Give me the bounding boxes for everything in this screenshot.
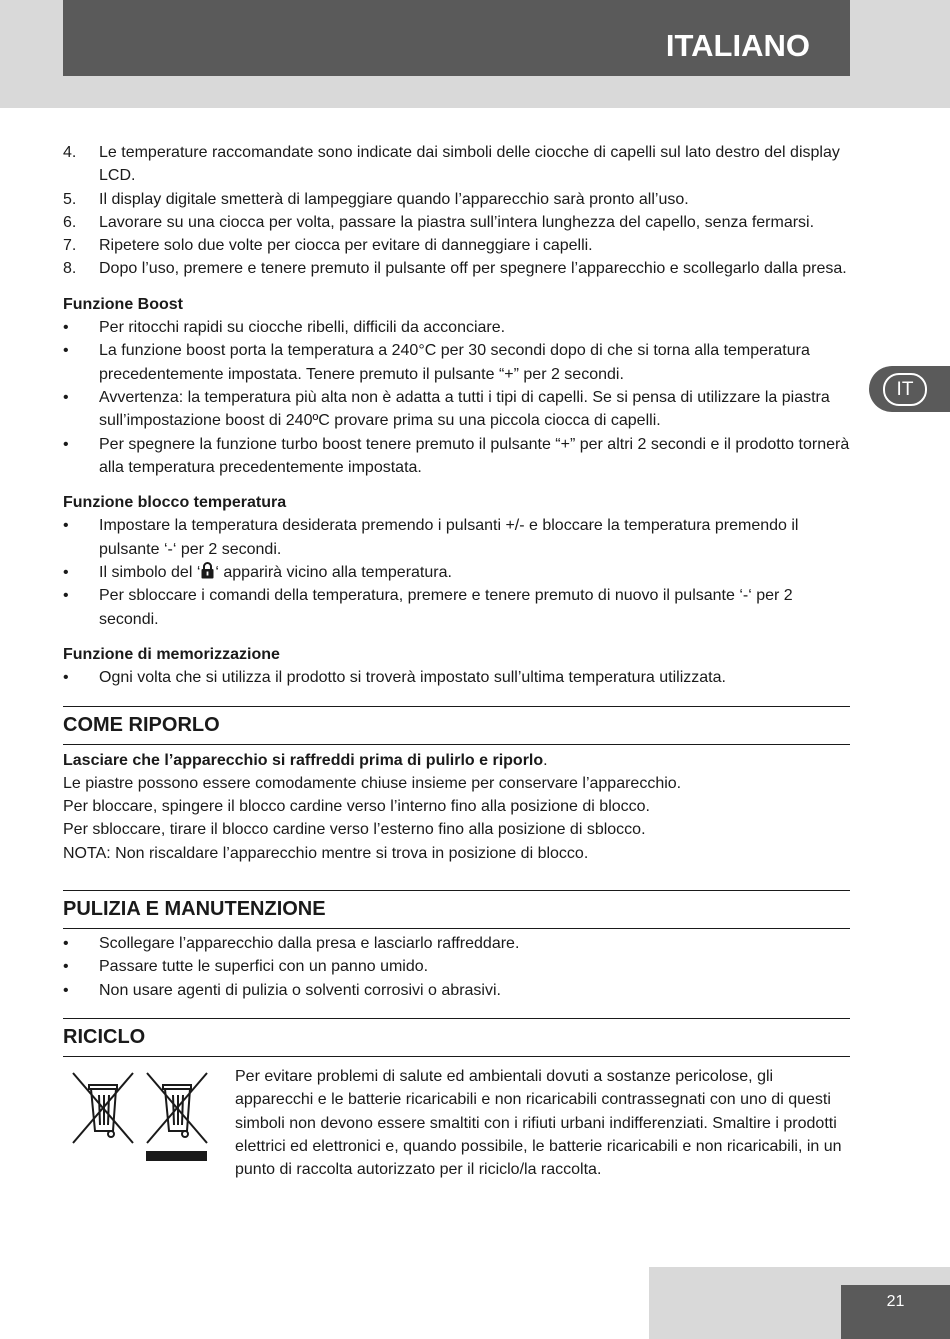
list-item: • Impostare la temperatura desiderata premendo i pulsanti +/- e bloccare la temperatura premendo il pulsante ‘-‘ per 2 secondi. [63, 517, 799, 558]
memory-list [63, 666, 850, 689]
crossed-bin-bar-icon [143, 1071, 211, 1165]
bullet-text: Impostare la temperatura desiderata premendo i pulsanti +/- e bloccare la temperatura premendo il pulsante ‘-‘ per 2 secondi. [99, 517, 799, 558]
list-item [63, 141, 850, 188]
language-tab-label: IT [883, 373, 927, 406]
boost-heading: Funzione Boost [63, 295, 183, 313]
step-number: 7. [63, 237, 77, 255]
language-title: ITALIANO [665, 28, 810, 63]
list-item [63, 234, 850, 257]
recycling-section-title: RICICLO [63, 1018, 850, 1057]
list-item [63, 257, 850, 280]
footer-bar [841, 1285, 950, 1339]
list-item [63, 211, 850, 234]
bullet-text: Per ritocchi rapidi su ciocche ribelli, difficili da acconciare. [99, 319, 506, 337]
storage-section-title: COME RIPORLO [63, 706, 850, 745]
storage-line: Per sbloccare, tirare il blocco cardine verso l’esterno fino alla posizione di sblocco. [63, 821, 646, 839]
storage-line: Per bloccare, spingere il blocco cardine verso l’interno fino alla posizione di blocco. [63, 798, 650, 816]
memory-heading: Funzione di memorizzazione [63, 645, 280, 663]
bullet-text: Scollegare l’apparecchio dalla presa e lasciarlo raffreddare. [99, 935, 520, 953]
list-item: • Il simbolo del ‘ ‘ apparirà vicino alla temperatura. [63, 564, 452, 582]
list-item: • Passare tutte le superfici con un panno umido. [63, 958, 429, 976]
storage-bold-line [63, 749, 850, 772]
list-item: • Scollegare l’apparecchio dalla presa e lasciarlo raffreddare. [63, 935, 520, 953]
list-item: • Per spegnere la funzione turbo boost tenere premuto il pulsante “+” per altri 2 secondi e il prodotto tornerà alla temperatura precedentemente impostata. [63, 435, 850, 476]
crossed-bin-icon [69, 1071, 137, 1151]
bullet-text: Ogni volta che si utilizza il prodotto si troverà impostato sull’ultima temperatura utilizzata. [99, 669, 726, 687]
header-bar [63, 0, 850, 76]
bullet-text: Per sbloccare i comandi della temperatura, premere e tenere premuto di nuovo il pulsante ‘-‘ per 2 secondi. [99, 587, 793, 628]
bullet-text: ‘ apparirà vicino alla temperatura. [215, 564, 452, 582]
language-tab [869, 366, 950, 412]
page-content [63, 141, 850, 1215]
storage-bold-suffix: . [543, 751, 548, 769]
padlock-icon [201, 562, 214, 579]
step-number: 8. [63, 260, 77, 278]
storage-line: Le piastre possono essere comodamente chiuse insieme per conservare l’apparecchio. [63, 774, 682, 792]
steps-list [63, 141, 850, 281]
step-number: 4. [63, 144, 77, 161]
list-item: • Non usare agenti di pulizia o solventi corrosivi o abrasivi. [63, 981, 501, 999]
cleaning-section-title: PULIZIA E MANUTENZIONE [63, 890, 850, 929]
cleaning-list [63, 932, 850, 1002]
recycling-text: Per evitare problemi di salute ed ambientali dovuti a sostanze pericolose, gli apparecchi e le batterie ricaricabili e non ricaricabili contrassegnati con uno di questi simboli non devono essere smaltiti con i rifiuti urbani indifferenziati. Smaltire i prodotti elettrici ed elettronici e, quando possibile, le batterie ricaricabili e non ricaricabili, in un punto di raccolta autorizzato per il riciclo/la raccolta. [235, 1067, 842, 1179]
storage-bold-text: Lasciare che l’apparecchio si raffreddi prima di pulirlo e riporlo [63, 751, 544, 769]
lock-list [63, 514, 850, 630]
step-text: Il display digitale smetterà di lampeggiare quando l’apparecchio sarà pronto all’uso. [99, 190, 689, 208]
lock-heading: Funzione blocco temperatura [63, 494, 287, 512]
bullet-text: Non usare agenti di pulizia o solventi corrosivi o abrasivi. [99, 981, 501, 999]
storage-body [63, 749, 850, 865]
bullet-text: Passare tutte le superfici con un panno umido. [99, 958, 429, 976]
list-item: • Per ritocchi rapidi su ciocche ribelli, difficili da acconciare. [63, 319, 506, 337]
list-item: • La funzione boost porta la temperatura a 240°C per 30 secondi dopo di che si torna alla temperatura precedentemente impostata. Tenere premuto il pulsante “+” per 2 secondi. [63, 342, 810, 383]
step-number: 6. [63, 213, 77, 231]
step-text: Ripetere solo due volte per ciocca per evitare di danneggiare i capelli. [99, 237, 593, 255]
bullet-text: Avvertenza: la temperatura più alta non è adatta a tutti i tipi di capelli. Se si pensa di utilizzare la piastra sull’impostazione boost di 240ºC provare prima su una piccola ciocca di capelli. [99, 388, 830, 430]
bullet-text: Per spegnere la funzione turbo boost tenere premuto il pulsante “+” per altri 2 secondi e il prodotto tornerà alla temperatura precedentemente impostata. [99, 435, 850, 476]
page-number: 21 [886, 1293, 905, 1310]
list-item: • Ogni volta che si utilizza il prodotto si troverà impostato sull’ultima temperatura utilizzata. [63, 669, 726, 687]
list-item: • Avvertenza: la temperatura più alta non è adatta a tutti i tipi di capelli. Se si pensa di utilizzare la piastra sull’impostazione boost di 240ºC provare prima su una piccola ciocca di capelli. [63, 388, 830, 430]
step-text: Le temperature raccomandate sono indicate dai simboli delle ciocche di capelli sul lato destro del display LCD. [99, 144, 840, 185]
bullet-text: Il simbolo del ‘ [99, 564, 201, 582]
step-number: 5. [63, 190, 77, 208]
step-text: Dopo l’uso, premere e tenere premuto il pulsante off per spegnere l’apparecchio e scollegarlo dalla presa. [99, 260, 847, 278]
list-item [63, 188, 850, 211]
recycling-body [63, 1065, 850, 1215]
step-text: Lavorare su una ciocca per volta, passare la piastra sull’intera lunghezza del capello, senza fermarsi. [99, 213, 815, 231]
storage-line: NOTA: Non riscaldare l’apparecchio mentre si trova in posizione di blocco. [63, 844, 589, 862]
bullet-text: La funzione boost porta la temperatura a 240°C per 30 secondi dopo di che si torna alla temperatura precedentemente impostata. Tenere premuto il pulsante “+” per 2 secondi. [99, 342, 810, 383]
boost-list [63, 316, 850, 479]
list-item: • Per sbloccare i comandi della temperatura, premere e tenere premuto di nuovo il pulsante ‘-‘ per 2 secondi. [63, 587, 793, 628]
